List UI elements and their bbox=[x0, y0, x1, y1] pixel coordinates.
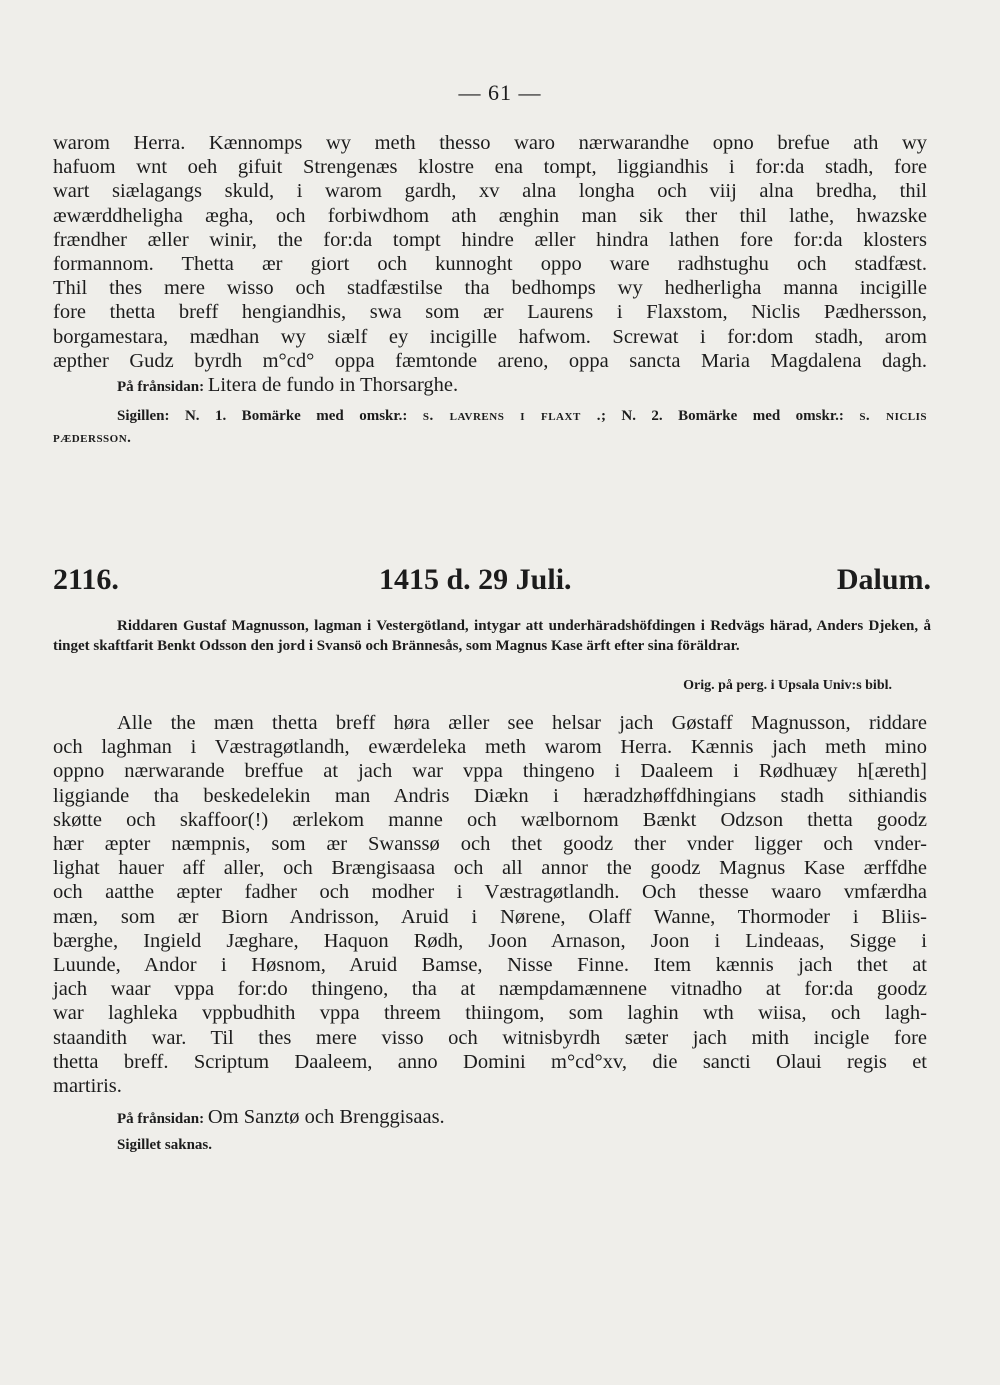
seal2-inscription: s. niclis bbox=[859, 408, 928, 424]
entry-date: 1415 d. 29 Juli. bbox=[379, 563, 572, 596]
text-line: Luunde, Andor i Høsnom, Aruid Bamse, Nisse Finne. Item kænnis jach thet at bbox=[53, 954, 927, 977]
reverse-note bbox=[117, 1107, 927, 1129]
text-line: och laghman i Væstragøtlandh, ewærdeleka meth warom Herra. Kænnis jach meth mino bbox=[53, 736, 927, 759]
entry-heading bbox=[53, 563, 931, 603]
text-line: liggiande tha beskedelekin man Andris Diækn i hæradzhøffdhingians stadh sithiandis bbox=[53, 784, 927, 807]
text-line: skøtte och skaffoor(!) ærlekom manne och wælbornom Bænkt Odzson thetta goodz bbox=[53, 808, 927, 831]
text-line: borgamestara, mædhan wy siælf ey incigille hafwom. Screwat i for:dom stadh, arom bbox=[53, 325, 927, 348]
text-line: warom Herra. Kænnomps wy meth thesso waro nærwarandhe opno brefue ath wy bbox=[53, 132, 927, 154]
text-line: oppno nærwarande breffue at jach war vppa thingeno i Daaleem i Rødhuæy h[æreth] bbox=[53, 760, 927, 783]
text-line: æpther Gudz byrdh m°cd° oppa fæmtonde areno, oppa sancta Maria Magdalena dagh. bbox=[53, 349, 927, 372]
seal-note: Sigillet saknas. bbox=[117, 1137, 213, 1153]
reverse-note bbox=[117, 375, 927, 397]
text-line: mæn, som ær Biorn Andrisson, Aruid i Nørene, Olaff Wanne, Thormoder i Bliis- bbox=[53, 905, 927, 928]
text-line: hær æpter næmpnis, som ær Swanssø och thet goodz ther vnder ligger och vnder- bbox=[53, 833, 927, 856]
text-line: jach waar vppa for:do thingeno, tha at næmpdamænnene vitnadho at for:da goodz bbox=[53, 978, 927, 1001]
seal2-label: ; N. 2. Bomärke med omskr.: bbox=[600, 408, 844, 424]
text-line: formannom. Thetta ær giort och kunnoght oppo ware radhstughu och stadfæst. bbox=[53, 253, 927, 276]
source-note: Orig. på perg. i Upsala Univ:s bibl. bbox=[683, 678, 892, 693]
text-line: fore thetta breff hengiandhis, swa som ær Laurens i Flaxstom, Niclis Pædhersson, bbox=[53, 301, 927, 324]
text-line: och aatthe æpter fadher och modher i Væstragøtlandh. Och thesse waaro vmfærdha bbox=[53, 881, 927, 904]
page-number: — 61 — bbox=[458, 80, 542, 105]
text-line: Thil thes mere wisso och stadfæstilse tha bedhomps wy hedherligha manna incigille bbox=[53, 277, 927, 300]
text-line: thetta breff. Scriptum Daaleem, anno Domini m°cd°xv, die sancti Olaui regis et bbox=[53, 1050, 927, 1073]
text-line: hafuom wnt oeh gifuit Strengenæs klostre ena tompt, liggiandhis i for:da stadh, fore bbox=[53, 156, 927, 179]
entry-summary: Riddaren Gustaf Magnusson, lagman i Vestergötland, intygar att underhäradshöfdingen i Redvägs härad, Anders Djeken, å tinget skaftfarit Benkt Odsson den jord i Svansö och Brännesås, som Magnus Kase ärft efter sina föräldrar. bbox=[53, 618, 931, 654]
entry-number: 2116. bbox=[53, 563, 119, 596]
reverse-text: Om Sanztø och Brenggisaas. bbox=[207, 1106, 445, 1128]
seals-note-continued bbox=[53, 428, 927, 448]
text-line: war laghleka vppbudhith vppa threem thiingom, som laghin wth wiisa, och lagh- bbox=[53, 1002, 927, 1025]
reverse-text: Litera de fundo in Thorsarghe. bbox=[207, 374, 459, 396]
entry-place: Dalum. bbox=[836, 563, 931, 596]
seal1-label: N. 1. Bomärke med omskr.: bbox=[184, 408, 408, 424]
seal1-inscription: s. lavrens i flaxt . bbox=[422, 408, 601, 424]
text-line: bærghe, Ingield Jæghare, Haquon Rødh, Joon Arnason, Joon i Lindeaas, Sigge i bbox=[53, 929, 927, 952]
text-line: Alle the mæn thetta breff høra æller see helsar jach Gøstaff Magnusson, riddare bbox=[117, 712, 927, 734]
reverse-label: På frånsidan: bbox=[117, 1111, 205, 1127]
text-line: æwærddheligha ægha, och forbiwdhom ath ænghin man sik ther thil lathe, hwazske bbox=[53, 204, 927, 227]
text-line: staandith war. Til thes mere visso och witnisbyrdh sæter jach mith incigle fore bbox=[53, 1026, 927, 1049]
text-line: wart siælagangs skuld, i warom gardh, xv alna longha och viij alna bredha, thil bbox=[53, 180, 927, 203]
seal2-inscription-continued: pædersson. bbox=[53, 430, 132, 446]
charter-text bbox=[53, 711, 927, 1098]
seals-label: Sigillen: bbox=[117, 408, 170, 424]
reverse-label: På frånsidan: bbox=[117, 379, 205, 395]
text-line: lighat hauer aff aller, och Brængisaasa och all annor the goodz Magnus Kase ærffdhe bbox=[53, 857, 927, 880]
text-line: martiris. bbox=[53, 1075, 122, 1098]
charter-text-continued bbox=[53, 131, 927, 373]
seals-note bbox=[117, 406, 927, 426]
text-line: frændher æller winir, the for:da tompt hindre æller hindra lathen fore for:da klosters bbox=[53, 228, 927, 251]
